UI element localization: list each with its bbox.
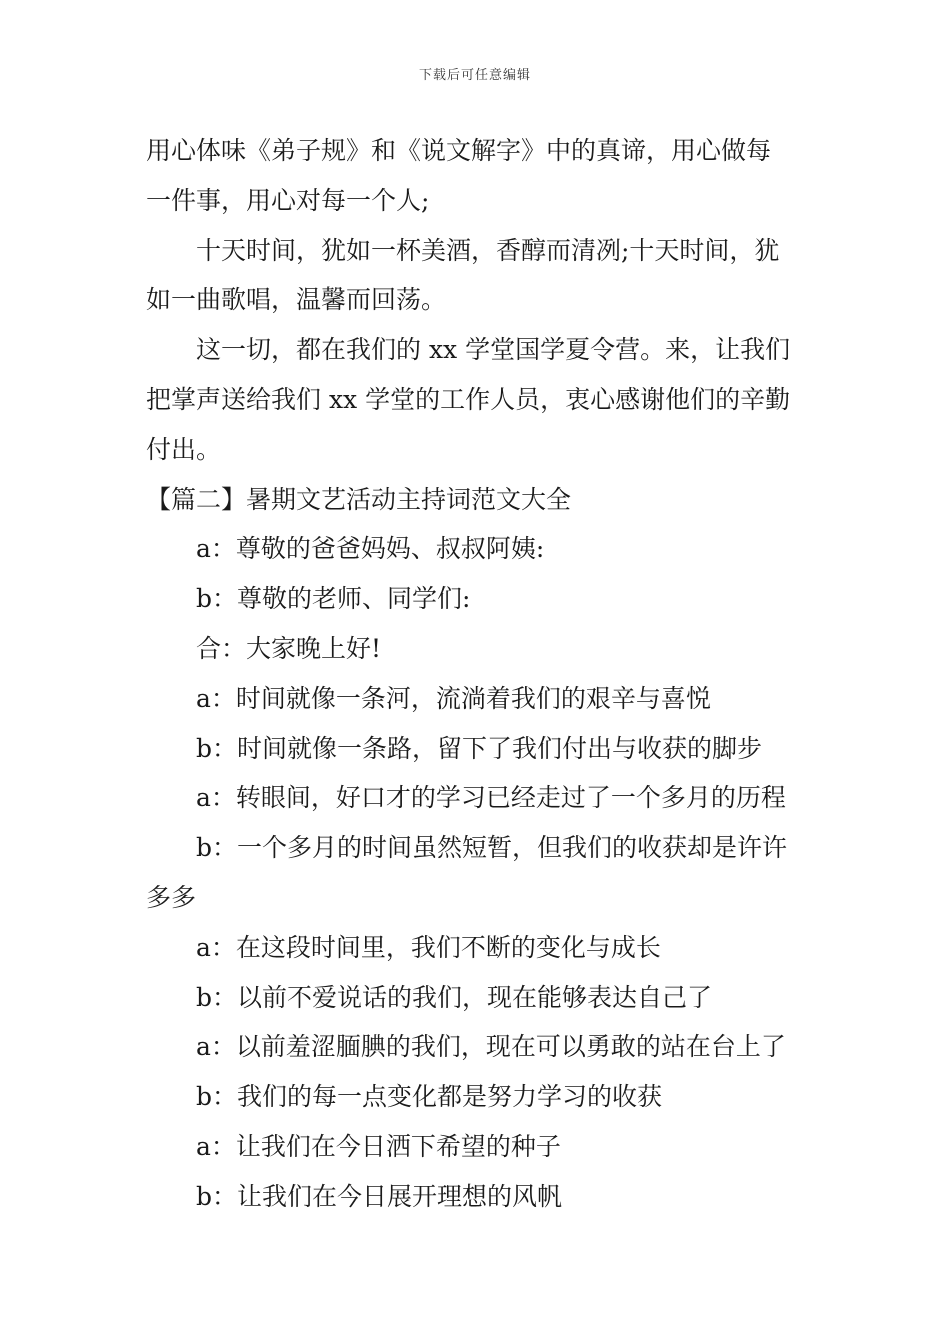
text-line: a：以前羞涩腼腆的我们，现在可以勇敢的站在台上了 <box>196 1032 786 1062</box>
paragraph <box>146 973 808 1023</box>
paragraph <box>146 475 808 525</box>
paragraph <box>146 823 808 923</box>
paragraph <box>146 524 808 574</box>
paragraph <box>146 126 808 226</box>
document-body <box>146 126 808 1222</box>
text-line: 合：大家晚上好! <box>196 633 382 663</box>
paragraph <box>146 674 808 724</box>
paragraph <box>146 1172 808 1222</box>
paragraph <box>146 624 808 674</box>
paragraph <box>146 1122 808 1172</box>
text-line: b：让我们在今日展开理想的风帆 <box>196 1181 563 1211</box>
paragraph <box>146 574 808 624</box>
paragraph <box>146 773 808 823</box>
text-line: b：时间就像一条路，留下了我们付出与收获的脚步 <box>196 733 763 763</box>
text-line: 把掌声送给我们 xx 学堂的工作人员，衷心感谢他们的辛勤 <box>146 384 791 414</box>
text-line: 如一曲歌唱，温馨而回荡。 <box>146 285 447 315</box>
paragraph <box>146 226 808 326</box>
text-line: 付出。 <box>146 434 222 464</box>
text-line: 【篇二】暑期文艺活动主持词范文大全 <box>146 484 572 514</box>
text-line: b：一个多月的时间虽然短暂，但我们的收获却是许许 <box>196 833 788 863</box>
text-line: 用心体味《弟子规》和《说文解字》中的真谛，用心做每 <box>146 136 772 165</box>
page-header: 下载后可任意编辑 <box>418 68 531 83</box>
paragraph <box>146 325 808 474</box>
text-line: 多多 <box>146 882 197 912</box>
text-line: a：在这段时间里，我们不断的变化与成长 <box>196 932 661 962</box>
paragraph <box>146 1072 808 1122</box>
text-line: b：尊敬的老师、同学们: <box>196 584 471 614</box>
text-line: b：我们的每一点变化都是努力学习的收获 <box>196 1082 663 1112</box>
text-line: a：尊敬的爸爸妈妈、叔叔阿姨: <box>196 534 545 564</box>
text-line: 十天时间，犹如一杯美酒，香醇而清冽;十天时间，犹 <box>196 235 780 265</box>
text-line: a：转眼间，好口才的学习已经走过了一个多月的历程 <box>196 783 786 813</box>
text-line: a：时间就像一条河，流淌着我们的艰辛与喜悦 <box>196 683 711 713</box>
paragraph <box>146 724 808 774</box>
text-line: 一件事，用心对每一个人; <box>146 185 430 215</box>
text-line: a：让我们在今日洒下希望的种子 <box>196 1131 561 1161</box>
paragraph <box>146 1022 808 1072</box>
text-line: b：以前不爱说话的我们，现在能够表达自己了 <box>196 982 713 1012</box>
paragraph <box>146 923 808 973</box>
text-line: 这一切，都在我们的 xx 学堂国学夏令营。来，让我们 <box>196 335 791 365</box>
